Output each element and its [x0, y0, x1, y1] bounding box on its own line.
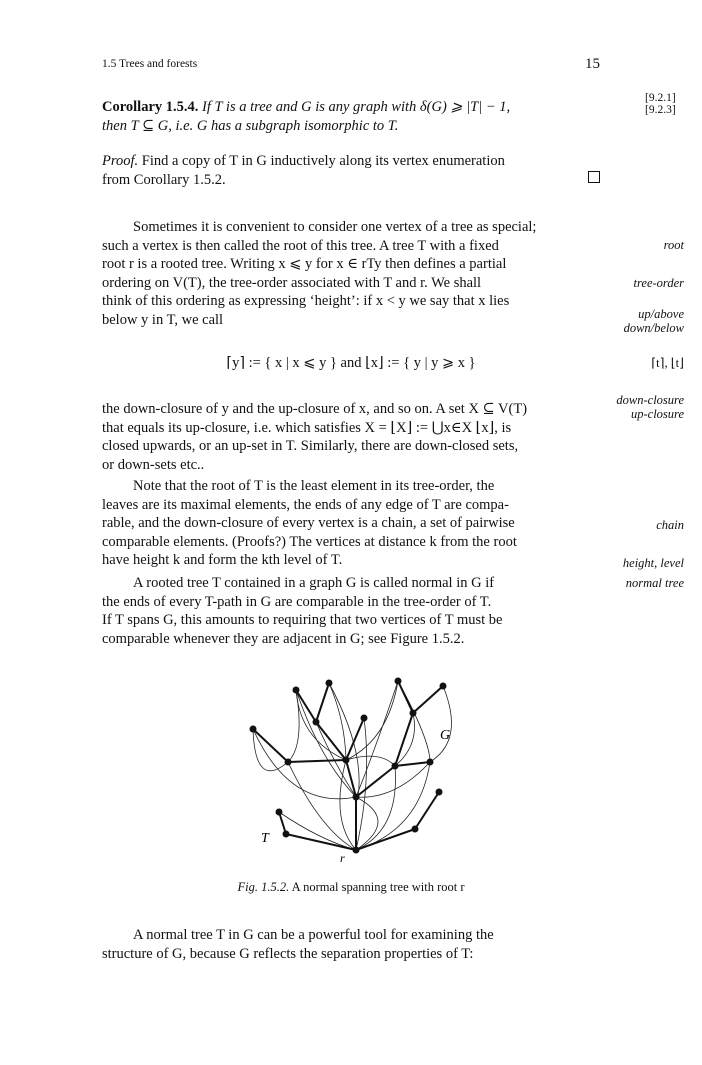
vertex	[412, 826, 419, 833]
p1-line: Sometimes it is convenient to consider one vertex of a tree as special;	[133, 219, 537, 235]
proof-text-1: Find a copy of T in G inductively along its vertex enumeration	[141, 153, 505, 169]
corollary-text-2: then T ⊆ G, i.e. G has a subgraph isomorphic to T.	[102, 117, 399, 134]
running-header: 1.5 Trees and forests	[102, 58, 198, 70]
proof-label: Proof.	[102, 153, 139, 169]
p1-line: such a vertex is then called the root of this tree. A tree T with a fixed	[102, 237, 499, 254]
caption-label: Fig. 1.5.2.	[237, 880, 290, 894]
vertex	[361, 715, 368, 722]
vertex	[276, 809, 283, 816]
label-T: T	[261, 831, 269, 846]
vertex	[343, 757, 350, 764]
vertex	[313, 719, 320, 726]
p5-line: structure of G, because G reflects the separation properties of T:	[102, 945, 474, 962]
p1-line: ordering on V(T), the tree-order associated with T and r. We shall	[102, 274, 482, 291]
p2-line: closed upwards, or an up-set in T. Similarly, there are down-closed sets,	[102, 438, 519, 454]
margin-note-height-level: height, level	[622, 556, 684, 570]
closure-formula: ⌈y⌉ := { x | x ⩽ y } and ⌊x⌋ := { y | y ⩾ x }	[226, 355, 476, 371]
vertex	[285, 759, 292, 766]
corollary-text-1: If T is a tree and G is any graph with δ(G) ⩾ |T| − 1,	[202, 99, 511, 115]
margin-note-closures: ⌈t⌉, ⌊t⌋	[651, 356, 684, 370]
p4-line: A rooted tree T contained in a graph G is called normal in G if	[133, 575, 495, 591]
p2-line: or down-sets etc..	[102, 456, 205, 473]
margin-note-tree-order: tree-order	[633, 276, 684, 290]
p4-line: the ends of every T-path in G are comparable in the tree-order of T.	[102, 593, 492, 610]
paragraph-final	[102, 926, 600, 963]
margin-note-chain: chain	[656, 518, 684, 532]
proof-text-2: from Corollary 1.5.2.	[102, 171, 226, 188]
margin-note-down-below: down/below	[623, 321, 684, 335]
caption-text: A normal spanning tree with root r	[291, 880, 465, 894]
p1-line: think of this ordering as expressing ‘height’: if x < y we say that x lies	[102, 293, 510, 309]
p3-line: Note that the root of T is the least element in its tree-order, the	[133, 478, 495, 494]
vertex	[436, 789, 443, 796]
vertex	[410, 710, 417, 717]
p5-line: A normal tree T in G can be a powerful tool for examining the	[133, 927, 494, 943]
p3-line: leaves are its maximal elements, the ends of any edge of T are compa-	[102, 496, 509, 513]
label-r: r	[340, 851, 345, 865]
ref-1: [9.2.1]	[645, 92, 676, 104]
p4-line: If T spans G, this amounts to requiring that two vertices of T must be	[102, 612, 503, 628]
vertex	[440, 683, 447, 690]
p1-line: root r is a rooted tree. Writing x ⩽ y for x ∈ rTy then defines a partial	[102, 256, 507, 272]
p3-line: comparable elements. (Proofs?) The vertices at distance k from the root	[102, 533, 517, 550]
p2-line: the down-closure of y and the up-closure of x, and so on. A set X ⊆ V(T)	[102, 401, 528, 417]
p3-line: have height k and form the kth level of T.	[102, 552, 343, 568]
vertex	[250, 726, 257, 733]
page-number: 15	[585, 56, 600, 72]
p1-line: below y in T, we call	[102, 311, 224, 328]
vertex	[283, 831, 290, 838]
p4-line: comparable whenever they are adjacent in G; see Figure 1.5.2.	[102, 630, 465, 647]
margin-note-up-closure: up-closure	[631, 407, 684, 421]
margin-note-root: root	[663, 238, 684, 252]
vertex	[353, 847, 360, 854]
corollary-label: Corollary 1.5.4.	[102, 99, 199, 115]
ref-2: [9.2.3]	[645, 104, 676, 116]
margin-note-up-above: up/above	[638, 307, 684, 321]
p2-line: that equals its up-closure, i.e. which satisfies X = ⌊X⌋ := ⋃x∈X ⌊x⌋, is	[102, 419, 512, 436]
p3-line: rable, and the down-closure of every vertex is a chain, a set of pairwise	[102, 515, 515, 531]
vertex	[392, 763, 399, 770]
figure-caption	[102, 880, 600, 895]
margin-note-down-closure: down-closure	[616, 393, 684, 407]
vertex	[326, 680, 333, 687]
tree-edges	[253, 681, 443, 850]
vertex	[293, 687, 300, 694]
label-G: G	[440, 728, 451, 743]
margin-note-normal-tree: normal tree	[625, 576, 684, 590]
vertex	[395, 678, 402, 685]
vertex	[427, 759, 434, 766]
vertex	[353, 794, 360, 801]
